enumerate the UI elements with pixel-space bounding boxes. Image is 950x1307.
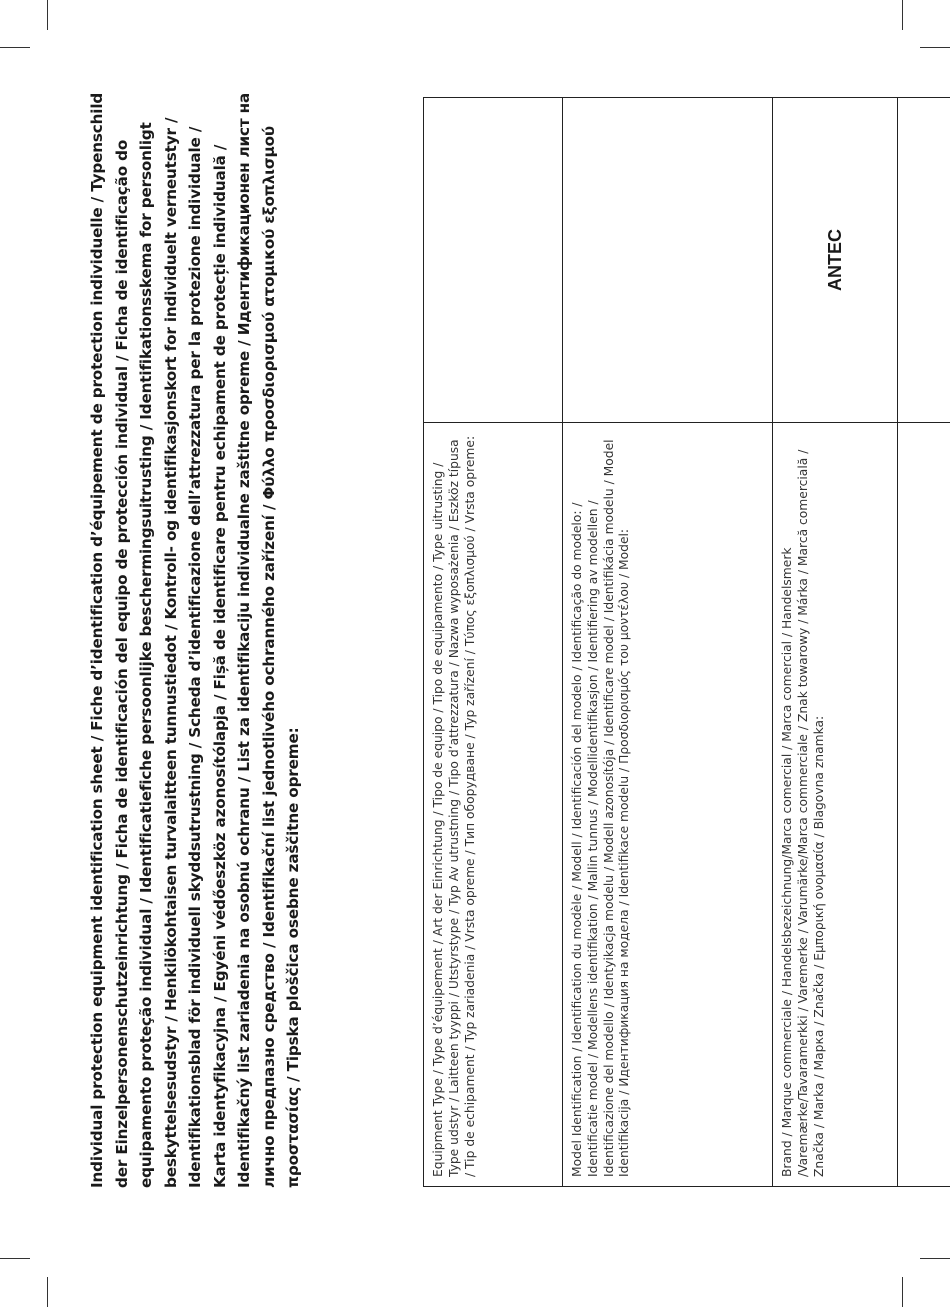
crop-mark <box>0 1258 30 1259</box>
model-identification-value <box>563 98 773 423</box>
model-identification-label: Model Identification / Identification du modèle / Modell / Identificación del modelo / Identificação do modelo: / Identificatie model / Modellens identifikation / Mallin tunnus / Modellidentifikasjon / Identifiering av modellen / Identificazione del modello / Identyikacja modelu / Modell azonosítója / Identificare model / Identifikácia modelu / Model Identifikacija / Идентификация на модела / Identifikace modelu / Προσδιορισμός του μοντέλου / Model: <box>563 423 773 1187</box>
page-title: Individual protection equipment identification sheet / Fiche d’identification d’équipement de protection individuelle / Typenschild der Einzelpersonenschutzeinrichtung / Ficha de identificación del equipo de protección individual / Ficha de identificação do equipamento proteção individual / Identificatiefiche persoonlijke beschermingsuitrusting / Identifikationsskema for personligt beskyttelsesudstyr / Henkilökohtaisen turvalaitteen tunnustiedot / Kontroll- og identifikasjonskort for individuelt verneutstyr / Identifikationsblad för individuell skyddsutrustning / Scheda d’identificazione dell’attrezzatura per la protezione individuale / Karta identyfikacyjna / Egyéni védőeszköz azonosítólapja / Fișă de identificare pentru echipament de protecție individuală / Identifikačný list zariadenia na osobnú ochranu / List za identifikaciju individualne zaštitne opreme / Идентификационен лист на лично предпазно средство / Identifikační list jednotlivého ochranného zařízení / Φύλλο προσδιορισμού ατομικού εξοπλισμού προστασίας / Tipska ploščica osebne zaščitne opreme: <box>88 92 302 1188</box>
crop-mark <box>902 1277 903 1307</box>
empty-label-cell <box>898 423 950 1187</box>
identification-table-area <box>423 97 934 1187</box>
crop-mark <box>0 47 30 48</box>
equipment-type-label: Equipment Type / Type d’équipement / Art der Einrichtung / Tipo de equipo / Tipo de equipamento / Type uitrusting / Type udstyr / Laitteen tyyppi / Utstyrstype / Typ Av utrustning / Tipo d’attrezzatura / Nazwa wyposażenia / Eszköz típusa / Tip de echipament / Typ zariadenia / Vrsta opreme / Тип оборудване / Typ zařízení / Τύπος εξοπλισμού / Vrsta opreme: <box>424 423 563 1187</box>
table-row <box>424 98 563 1187</box>
table-row <box>773 98 898 1187</box>
crop-mark <box>47 0 48 30</box>
table-row <box>898 98 950 1187</box>
brand-value: ANTEC <box>773 98 898 423</box>
brand-label: Brand / Marque commerciale / Handelsbezeichnung/Marca comercial / Marca comercial / Handelsmerk /Varemærke/Tavaramerkki / Varemerke / Varumärke/Marca commerciale / Znak towarowy / Márka / Marcă comercială / Značka / Marka / Марка / Značka / Εμπορική ονομασία / Blagovna znamka: <box>773 423 898 1187</box>
identification-table <box>423 97 950 1187</box>
crop-mark <box>920 47 950 48</box>
crop-mark <box>47 1277 48 1307</box>
equipment-type-value <box>424 98 563 423</box>
empty-value-cell <box>898 98 950 423</box>
crop-mark <box>920 1258 950 1259</box>
table-row <box>563 98 773 1187</box>
crop-mark <box>902 0 903 30</box>
